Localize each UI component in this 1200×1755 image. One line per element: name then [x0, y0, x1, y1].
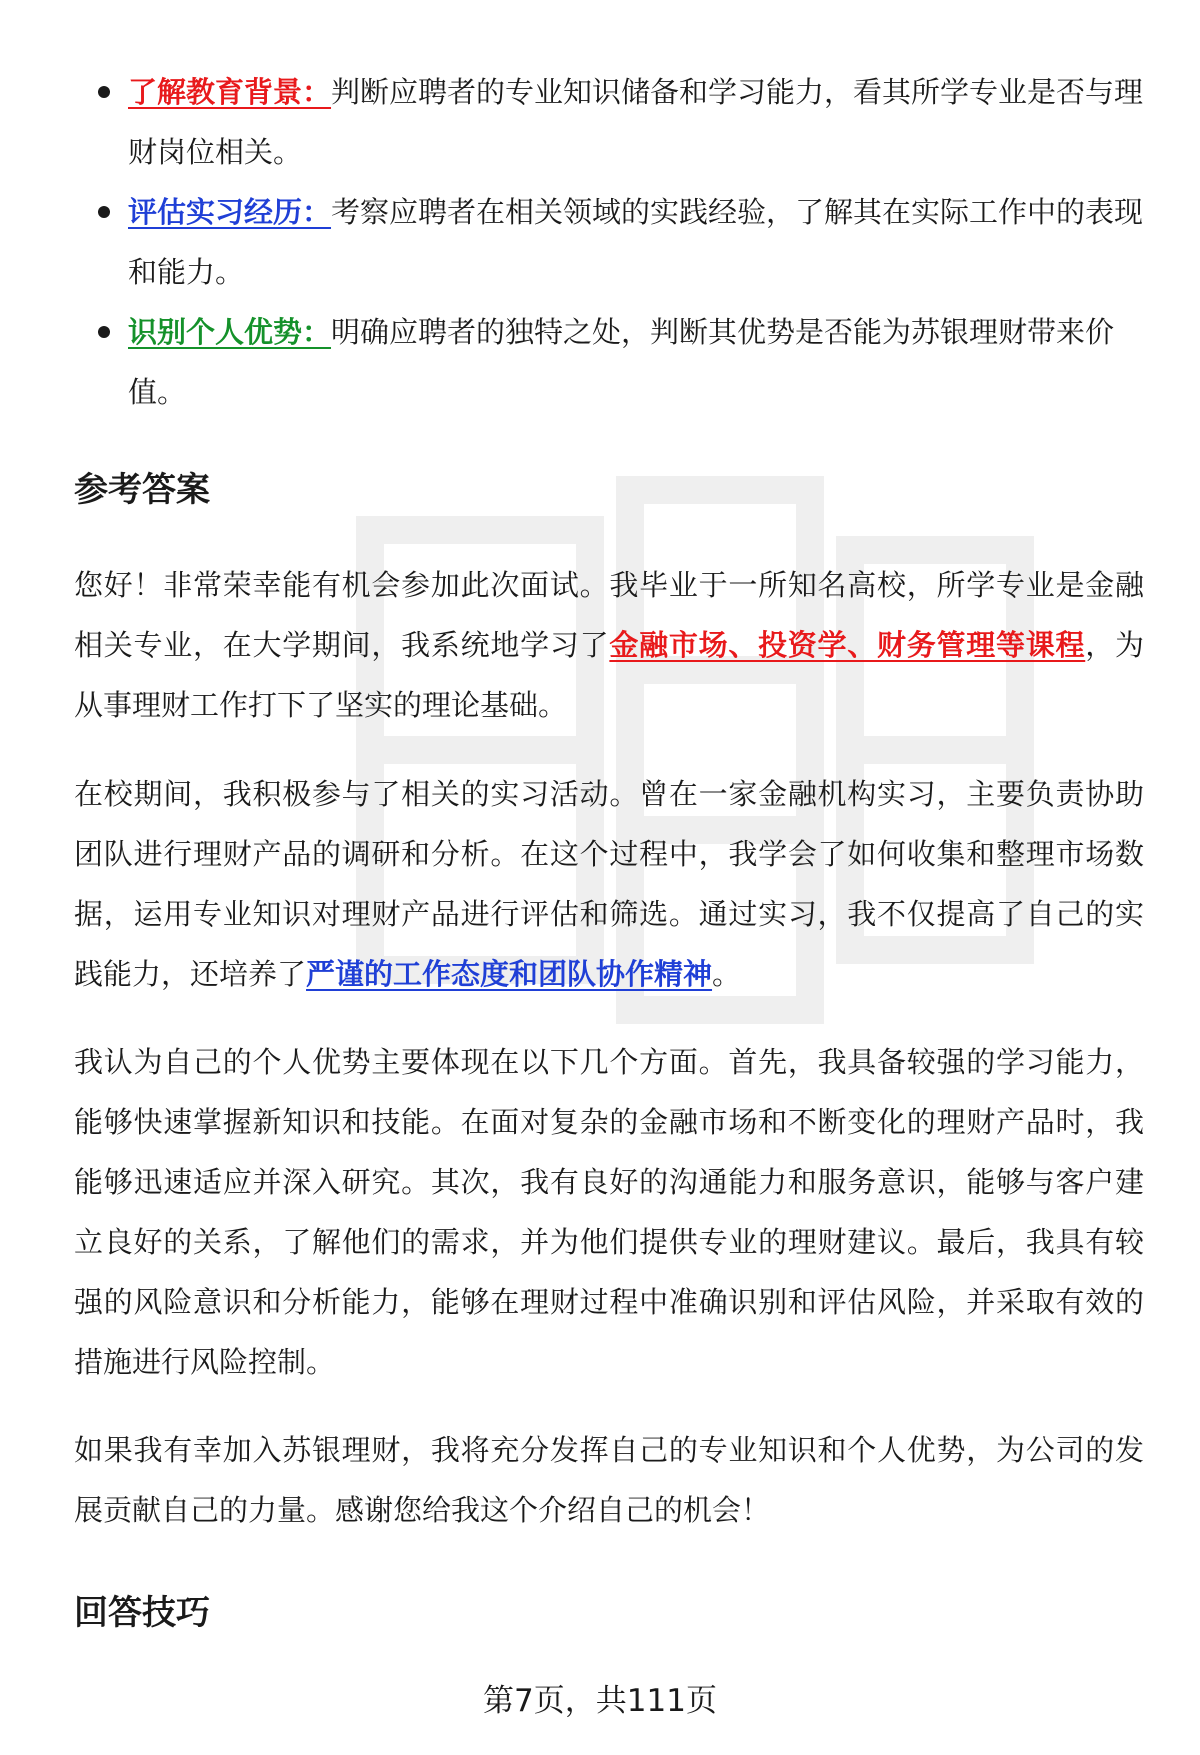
- list-item-strengths: [98, 302, 1158, 422]
- answer-paragraph-4: 如果我有幸加入苏银理财，我将充分发挥自己的专业知识和个人优势，为公司的发展贡献自己的力量。感谢您给我这个介绍自己的机会！: [74, 1433, 1144, 1527]
- p2-text-after: 。: [712, 957, 742, 991]
- evaluation-points-list: [98, 62, 1158, 422]
- keyword-internship: 评估实习经历：: [128, 195, 332, 229]
- list-item-internship: [98, 182, 1158, 302]
- bullet-dot: [98, 326, 110, 338]
- answer-paragraph-3: 我认为自己的个人优势主要体现在以下几个方面。首先，我具备较强的学习能力，能够快速掌握新知识和技能。在面对复杂的金融市场和不断变化的理财产品时，我能够迅速适应并深入研究。其次，我有良好的沟通能力和服务意识，能够与客户建立良好的关系，了解他们的需求，并为他们提供专业的理财建议。最后，我具有较强的风险意识和分析能力，能够在理财过程中准确识别和评估风险，并采取有效的措施进行风险控制。: [74, 1045, 1144, 1379]
- answer-paragraph-1: [74, 555, 1144, 735]
- answer-paragraph-2: [74, 764, 1144, 1004]
- p1-highlight-courses: 金融市场、投资学、财务管理等课程: [609, 628, 1086, 662]
- p2-text-before: 在校期间，我积极参与了相关的实习活动。曾在一家金融机构实习，主要负责协助团队进行理财产品的调研和分析。在这个过程中，我学会了如何收集和整理市场数据，运用专业知识对理财产品进行评估和筛选。通过实习，我不仅提高了自己的实践能力，还培养了: [74, 777, 1144, 991]
- p2-highlight-attitude: 严谨的工作态度和团队协作精神: [306, 957, 713, 991]
- keyword-strengths: 识别个人优势：: [128, 315, 332, 349]
- keyword-education: 了解教育背景：: [128, 75, 332, 109]
- list-item-education: [98, 62, 1158, 182]
- bullet-dot: [98, 206, 110, 218]
- item-text-internship: 考察应聘者在相关领域的实践经验，了解其在实际工作中的表现和能力。: [128, 195, 1144, 289]
- bullet-dot: [98, 86, 110, 98]
- page-number: 第7页，共111页: [483, 1683, 717, 1719]
- heading-reference-answer: 参考答案: [74, 470, 210, 510]
- heading-answer-tips: 回答技巧: [74, 1593, 210, 1633]
- item-text-education: 判断应聘者的专业知识储备和学习能力，看其所学专业是否与理财岗位相关。: [128, 75, 1144, 169]
- p1-text-after: ，为从事理财工作打下了坚实的理论基础。: [74, 628, 1144, 722]
- p1-text-before: 您好！非常荣幸能有机会参加此次面试。我毕业于一所知名高校，所学专业是金融相关专业，在大学期间，我系统地学习了: [74, 568, 1144, 662]
- item-text-strengths: 明确应聘者的独特之处，判断其优势是否能为苏银理财带来价值。: [128, 315, 1115, 409]
